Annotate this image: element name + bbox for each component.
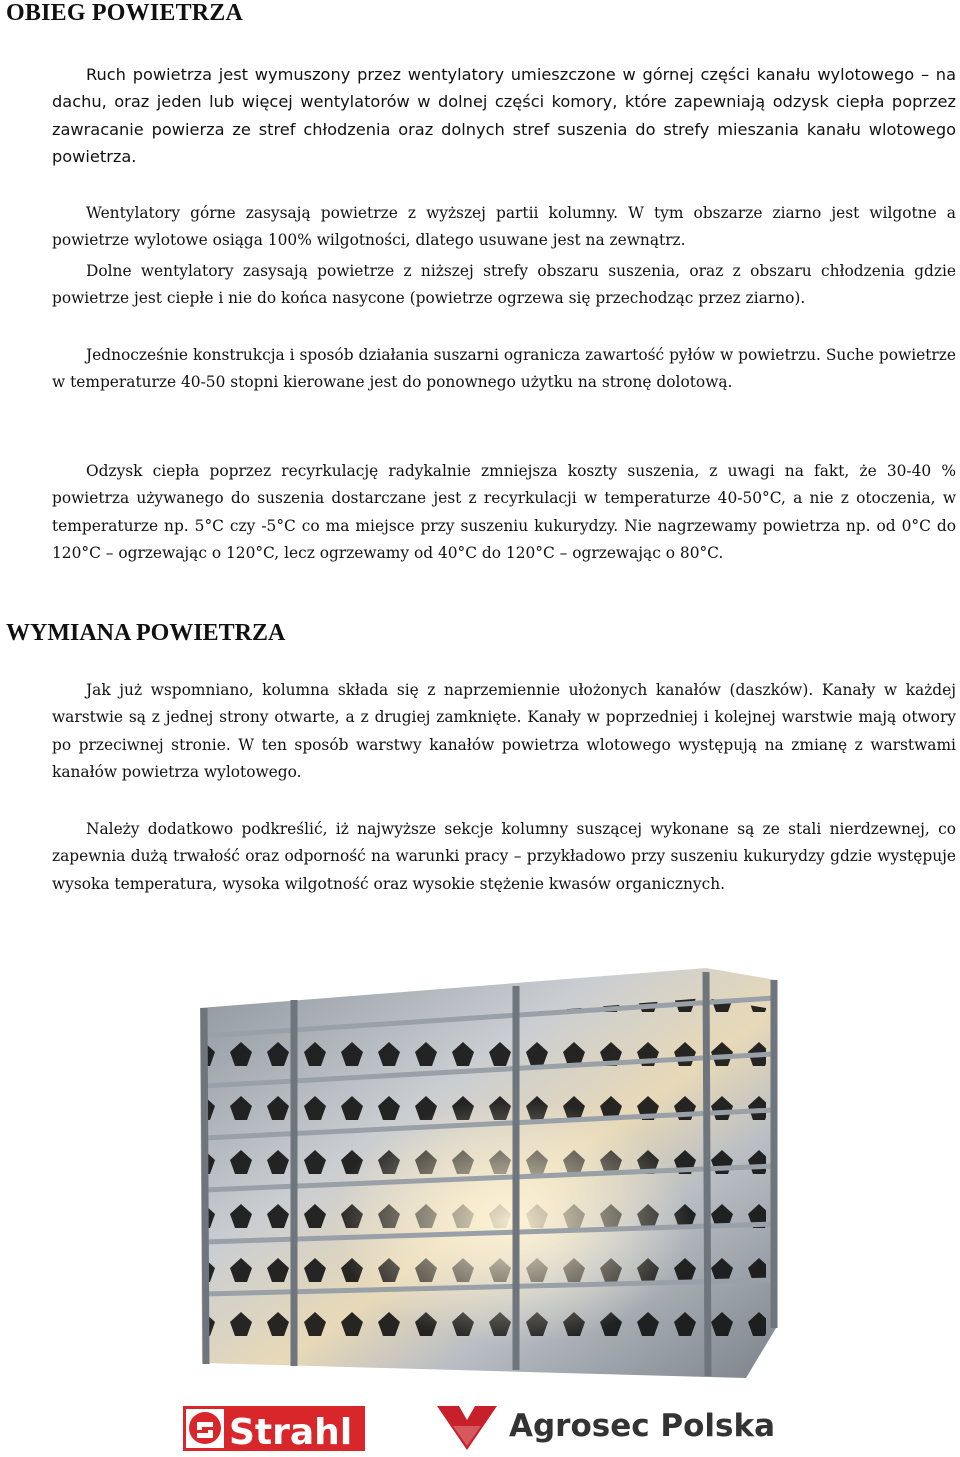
paragraph-stainless: Należy dodatkowo podkreślić, iż najwyższe sekcje kolumny suszącej wykonane są ze stali nierdzewnej, co zapewnia dużą trwałość oraz odporność na warunki pracy – przykładowo przy suszeniu kukurydzy gdzie występuje wysoka temperatura, wysoka wilgotność oraz wysokie stężenie kwasów organicznych. <box>52 820 956 893</box>
paragraph-lower-fans: Dolne wentylatory zasysają powietrze z niższej strefy obszaru suszenia, oraz z obszaru chłodzenia gdzie powietrze jest ciepłe i nie do końca nasycone (powietrze ogrzewa się przechodząc przez ziarno). <box>52 262 956 308</box>
paragraph-channels: Jak już wspomniano, kolumna składa się z naprzemiennie ułożonych kanałów (daszków). Kanały w każdej warstwie są z jednej strony otwarte, a z drugiej zamknięte. Kanały w poprzedniej i kolejnej warstwie mają otwory po przeciwnej stronie. W ten sposób warstwy kanałów powietrza wlotowego występują na zmianę z warstwami kanałów powietrza wylotowego. <box>52 681 956 781</box>
section-title-obieg: OBIEG POWIETRZA <box>6 0 244 26</box>
paragraph-fans-intro: Ruch powietrza jest wymuszony przez wentylatory umieszczone w górnej części kanału wylotowego – na dachu, oraz jeden lub więcej wentylatorów w dolnej części komory, które zapewniają odzysk ciepła poprzez zawracanie powierza ze stref chłodzenia oraz dolnych stref suszenia do strefy mieszania kanału wlotowego powietrza. <box>52 65 956 166</box>
strahl-logo <box>183 1406 365 1451</box>
paragraph-dust: Jednocześnie konstrukcja i sposób działania suszarni ogranicza zawartość pyłów w powietrzu. Suche powietrze w temperaturze 40-50 stopni kierowane jest do ponownego użytku na stronę dolotową. <box>52 346 956 392</box>
paragraph-heat-recovery: Odzysk ciepła poprzez recyrkulację radykalnie zmniejsza koszty suszenia, z uwagi na fakt, że 30-40 % powietrza używanego do suszenia dostarczane jest z recyrkulacji w temperaturze 40-50°C, a nie z otoczenia, w temperaturze np. 5°C czy -5°C co ma miejsce przy suszeniu kukurydzy. Nie nagrzewamy powietrza np. od 0°C do 120°C – ogrzewając o 120°C, lecz ogrzewamy od 40°C do 120°C – ogrzewając o 80°C. <box>52 462 956 562</box>
agrosec-wordmark: Agrosec Polska <box>509 1408 776 1444</box>
paragraph-upper-fans: Wentylatory górne zasysają powietrze z wyższej partii kolumny. W tym obszarze ziarno jest wilgotne a powietrze wylotowe osiąga 100% wilgotności, dlatego usuwane jest na zewnątrz. <box>52 204 956 250</box>
agrosec-logo <box>435 1406 780 1451</box>
section-title-wymiana: WYMIANA POWIETRZA <box>6 620 286 646</box>
dryer-column-photo <box>186 968 780 1378</box>
svg-text:Strahl: Strahl <box>229 1412 353 1451</box>
agrosec-mark-icon <box>435 1406 505 1451</box>
